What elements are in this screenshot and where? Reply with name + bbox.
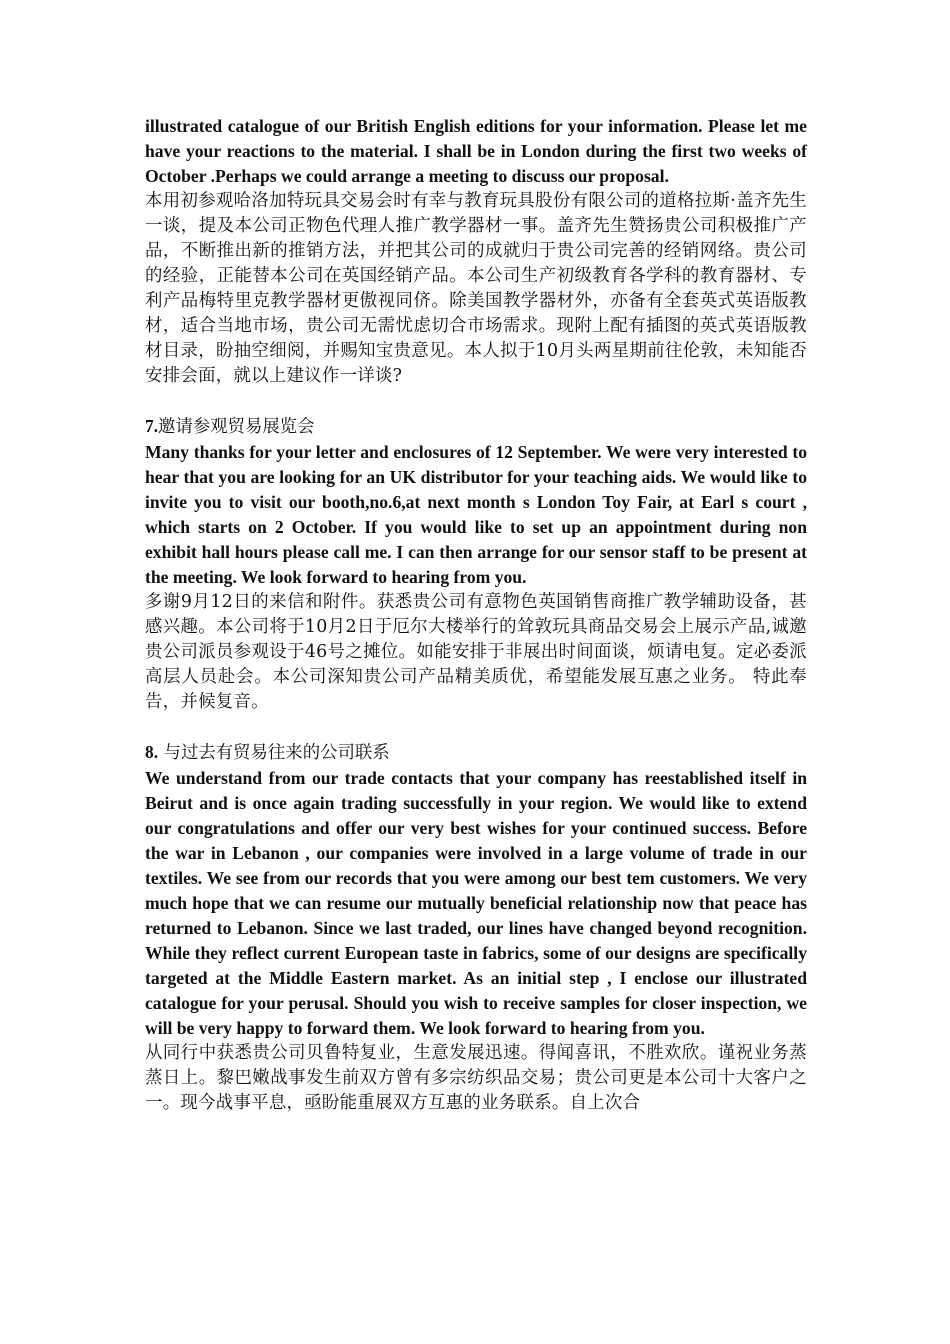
section6-chinese-translation: 本用初参观哈洛加特玩具交易会时有幸与教育玩具股份有限公司的道格拉斯·盖齐先生一谈，提及本公司正物色代理人推广教学器材一事。盖齐先生赞扬贵公司积极推广产品，不断推出新的推销方法，并把其公司的成就归于贵公司完善的经销网络。贵公司的经验，正能替本公司在英国经销产品。本公司生产初级教育各学科的教育器材、专利产品梅特里克教学器材更傲视同侪。除美国教学器材外，亦备有全套英式英语版教材，适合当地市场，贵公司无需忧虑切合市场需求。现附上配有插图的英式英语版教材目录，盼抽空细阅，并赐知宝贵意见。本人拟于10月头两星期前往伦敦，未知能否安排会面，就以上建议作一详谈?	[145, 191, 807, 386]
section6-english-tail: illustrated catalogue of our British English editions for your information. Please let me have your reactions to the material. I shall be in London during the first two weeks of October .Perhaps we could arrange a meeting to discuss our proposal.	[145, 116, 807, 186]
paragraph-gap	[145, 715, 807, 740]
section8-title: 与过去有贸易往来的公司联系	[158, 743, 390, 763]
section8-number: 8.	[145, 742, 159, 762]
section7-title: 邀请参观贸易展览会	[158, 417, 315, 437]
section8-chinese-translation: 从同行中获悉贵公司贝鲁特复业，生意发展迅速。得闻喜讯，不胜欢欣。谨祝业务蒸蒸日上。黎巴嫩战事发生前双方曾有多宗纺织品交易；贵公司更是本公司十大客户之一。现今战事平息，亟盼能重展双方互惠的业务联系。自上次合	[145, 1043, 807, 1113]
section7-english: Many thanks for your letter and enclosures of 12 September. We were very interested to hear that you are looking for an UK distributor for your teaching aids. We would like to invite you to visit our booth,no.6,at next month s London Toy Fair, at Earl s court , which starts on 2 October. If you would like to set up an appointment during non exhibit hall hours please call me. I can then arrange for our sensor staff to be present at the meeting. We look forward to hearing from you.	[145, 442, 807, 587]
paragraph-gap	[145, 389, 807, 414]
section7-number: 7.	[145, 416, 159, 436]
section8-english: We understand from our trade contacts that your company has reestablished itself in Beirut and is once again trading successfully in your region. We would like to extend our congratulations and offer our very best wishes for your continued success. Before the war in Lebanon , our companies were involved in a large volume of trade in our textiles. We see from our records that you were among our best tem customers. We very much hope that we can resume our mutually beneficial relationship now that peace has returned to Lebanon. Since we last traded, our lines have changed beyond recognition. While they reflect current European taste in fabrics, some of our designs are specifically targeted at the Middle Eastern market. As an initial step , I enclose our illustrated catalogue for your perusal. Should you wish to receive samples for closer inspection, we will be very happy to forward them. We look forward to hearing from you.	[145, 768, 807, 1038]
section7-chinese-translation: 多谢9月12日的来信和附件。获悉贵公司有意物色英国销售商推广教学辅助设备，甚感兴趣。本公司将于10月2日于厄尔大楼举行的耸敦玩具商品交易会上展示产品,诚邀贵公司派员参观设于46号之摊位。如能安排于非展出时间面谈，烦请电复。定必委派高层人员赴会。本公司深知贵公司产品精美质优，希望能发展互惠之业务。 特此奉告，并候复音。	[145, 592, 807, 712]
section8-heading	[145, 740, 807, 766]
section7-heading	[145, 414, 807, 440]
document-page	[145, 114, 807, 1116]
